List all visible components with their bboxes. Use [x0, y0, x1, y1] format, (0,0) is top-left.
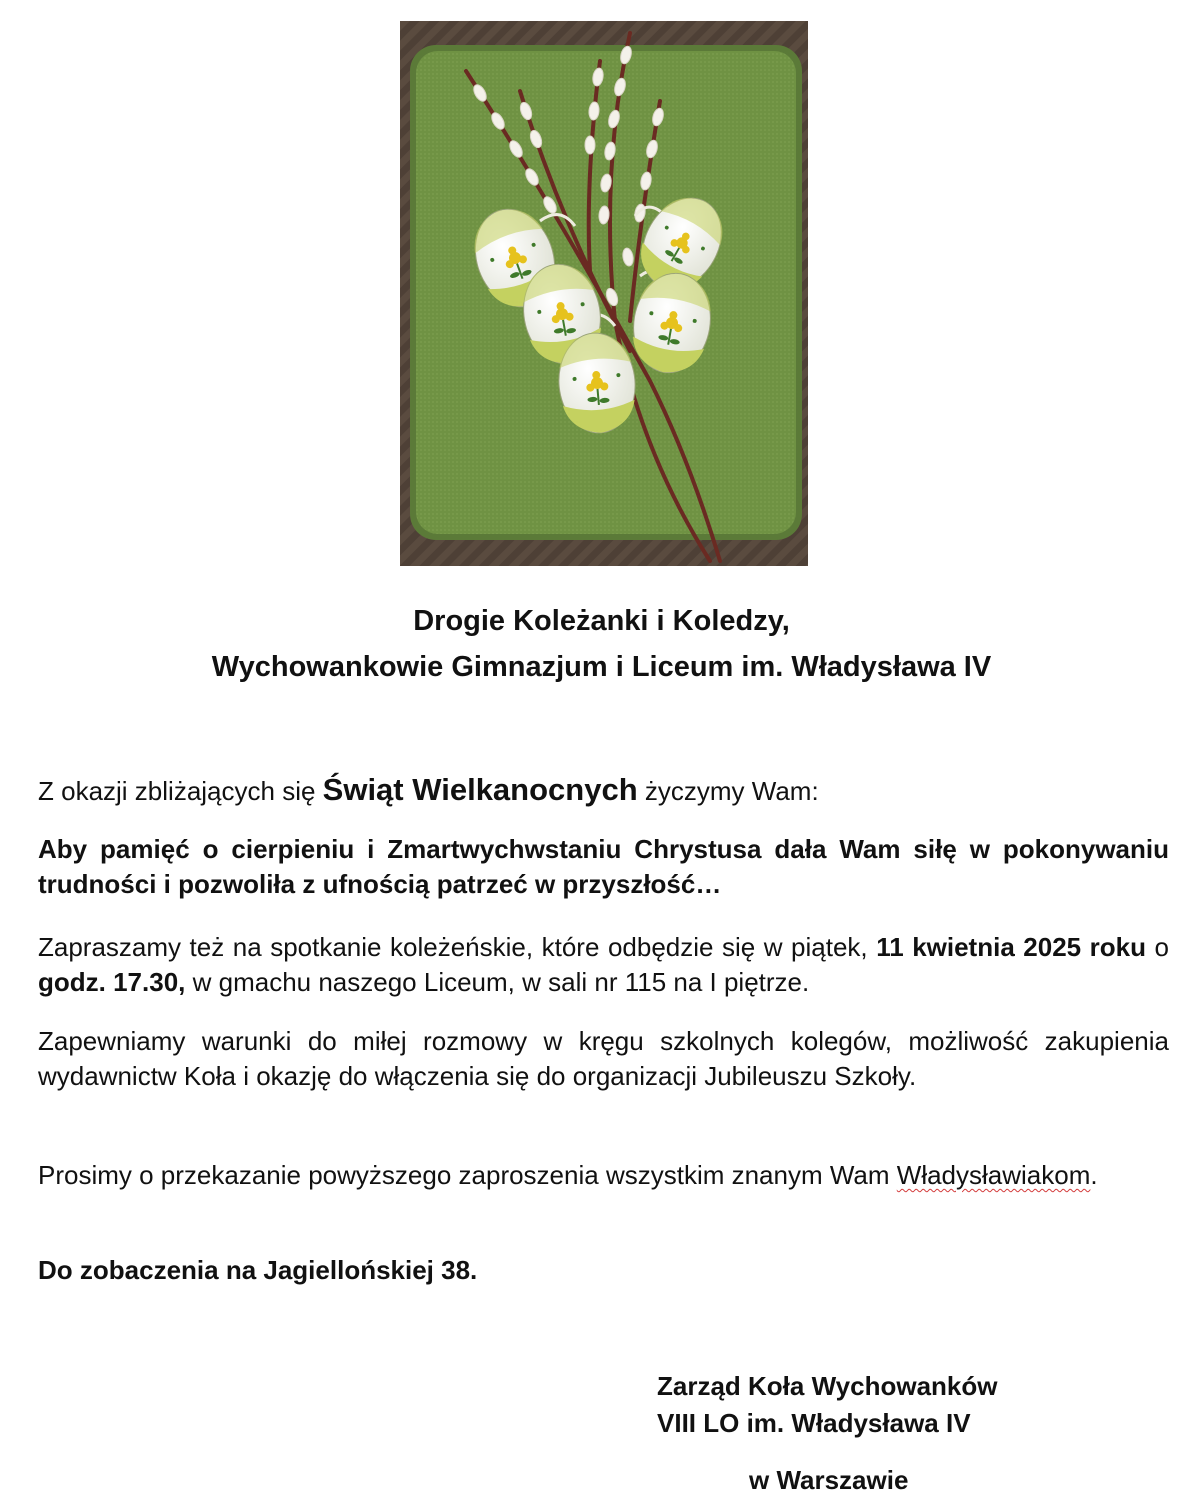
offer-text: Zapewniamy warunki do miłej rozmowy w kręgu szkolnych kolegów, możliwość zakupienia wydawnictw Koła i okazję do włączenia się do organizacji Jubileuszu Szkoły. — [38, 1026, 1169, 1091]
invitation-part-1: Zapraszamy też na spotkanie koleżeńskie, które odbędzie się w piątek, — [38, 932, 877, 962]
signature-line-3: w Warszawie — [749, 1465, 909, 1495]
signature-line-1: Zarząd Koła Wychowanków — [657, 1371, 998, 1401]
greeting-post: życzymy Wam: — [637, 776, 819, 806]
invitation-part-3: w gmachu naszego Liceum, w sali nr 115 na I piętrze. — [185, 967, 810, 997]
closing-paragraph — [38, 1253, 1169, 1288]
heading-line-1: Drogie Koleżanki i Koledzy, — [413, 605, 790, 637]
heading-line-2: Wychowankowie Gimnazjum i Liceum im. Władysława IV — [211, 651, 992, 683]
invitation-part-2: o — [1146, 932, 1169, 962]
wish-text: Aby pamięć o cierpieniu i Zmartwychwstaniu Chrystusa dała Wam siłę w pokonywaniu trudności i pozwoliła z ufnością patrzeć w przyszłość… — [38, 834, 1169, 899]
signature-line-2: VIII LO im. Władysława IV — [657, 1408, 971, 1438]
request-end: . — [1090, 1160, 1098, 1190]
request-text: Prosimy o przekazanie powyższego zaproszenia wszystkim znanym Wam — [38, 1160, 897, 1190]
offer-paragraph — [38, 1024, 1169, 1094]
greeting-heading — [0, 598, 1203, 690]
invitation-time: godz. 17.30, — [38, 967, 186, 997]
invitation-paragraph — [38, 930, 1169, 1000]
easter-eggs-photo-icon — [400, 21, 808, 566]
misspelled-word[interactable]: Władysławiakom — [896, 1160, 1091, 1190]
closing-text: Do zobaczenia na Jagiellońskiej 38. — [38, 1255, 478, 1285]
request-paragraph — [38, 1158, 1169, 1193]
easter-highlight: Świąt Wielkanocnych — [322, 772, 638, 807]
invitation-date: 11 kwietnia 2025 roku — [876, 932, 1147, 962]
wish-paragraph — [38, 832, 1169, 902]
easter-photo — [400, 21, 808, 566]
greeting-pre: Z okazji zbliżających się — [38, 776, 323, 806]
greeting-paragraph — [38, 772, 1169, 809]
